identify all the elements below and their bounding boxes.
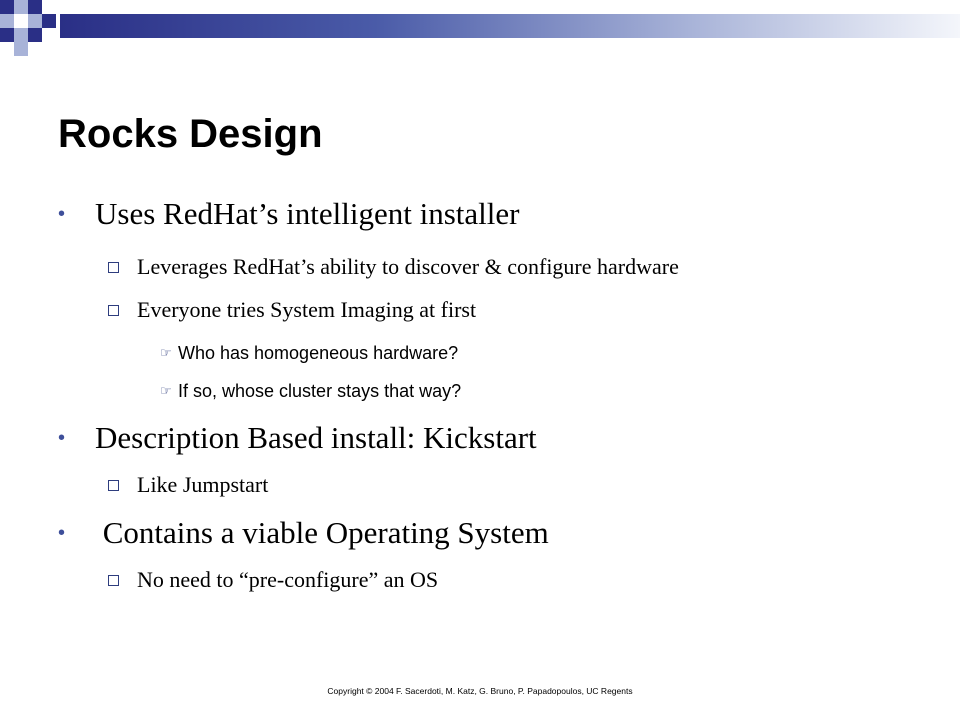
- pointing-hand-bullet-icon: ☞: [160, 384, 172, 399]
- slide-title: Rocks Design: [58, 112, 323, 156]
- bullet-level2: Everyone tries System Imaging at first: [137, 297, 477, 322]
- bullet-level3: If so, whose cluster stays that way?: [178, 381, 462, 401]
- hollow-square-bullet-icon: [108, 305, 119, 316]
- bullet-level1: Contains a viable Operating System: [95, 515, 549, 550]
- round-bullet-icon: •: [58, 427, 66, 449]
- bullet-level1: Uses RedHat’s intelligent installer: [95, 196, 520, 231]
- round-bullet-icon: •: [58, 203, 66, 225]
- hollow-square-bullet-icon: [108, 262, 119, 273]
- bullet-level2: No need to “pre-configure” an OS: [137, 567, 439, 592]
- round-bullet-icon: •: [58, 522, 66, 544]
- pointing-hand-bullet-icon: ☞: [160, 346, 172, 361]
- bullet-level2: Like Jumpstart: [137, 472, 269, 497]
- hollow-square-bullet-icon: [108, 575, 119, 586]
- bullet-level3: Who has homogeneous hardware?: [178, 343, 459, 363]
- bullet-level2: Leverages RedHat’s ability to discover & configure hardware: [137, 254, 679, 279]
- bullet-level1: Description Based install: Kickstart: [95, 420, 537, 455]
- header-gradient-bar: [60, 14, 960, 38]
- hollow-square-bullet-icon: [108, 480, 119, 491]
- copyright-footer: Copyright © 2004 F. Sacerdoti, M. Katz, G. Bruno, P. Papadopoulos, UC Regents: [327, 686, 633, 696]
